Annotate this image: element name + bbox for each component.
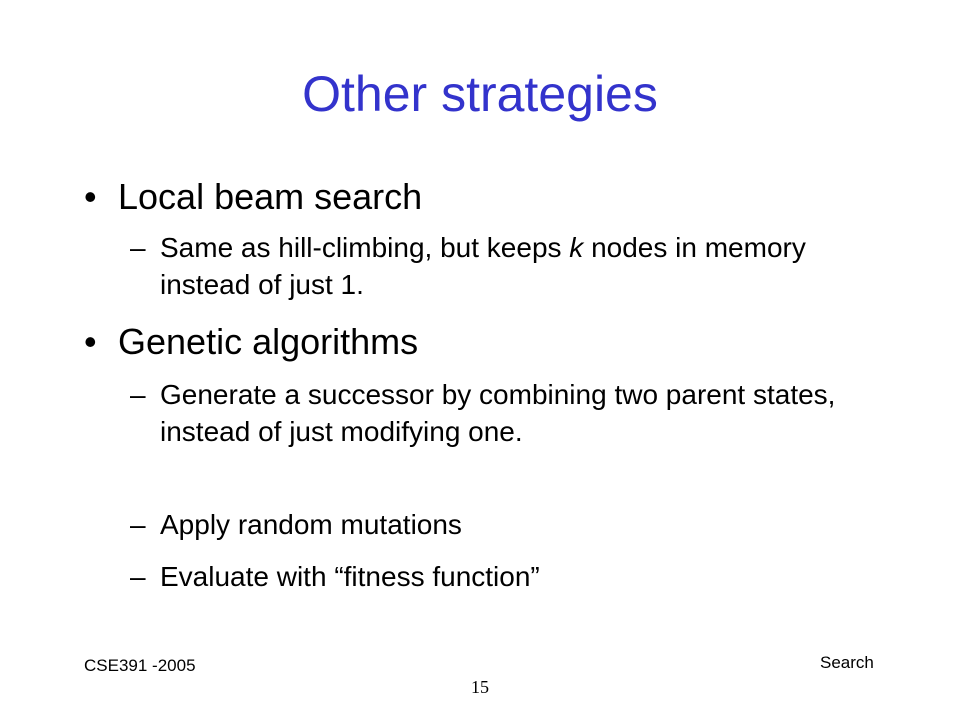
dash-icon: – (130, 379, 146, 410)
bullet-dot-icon: • (84, 176, 97, 217)
footer-topic: Search (820, 653, 874, 672)
sub-bullet-text: Same as hill-climbing, but keeps k nodes in memory instead of just 1. (160, 232, 806, 300)
bullet-label: Genetic algorithms (118, 321, 419, 362)
sub-bullet-text: Apply random mutations (160, 509, 462, 540)
sub-bullet-fitness-function (130, 558, 890, 595)
page-number: 15 (471, 677, 489, 697)
bullet-dot-icon: • (84, 321, 97, 362)
sub-bullet-generate-successor (130, 376, 890, 450)
dash-icon: – (130, 561, 146, 592)
bullet-label: Local beam search (118, 176, 423, 217)
sub-bullet-text: Generate a successor by combining two parent states, instead of just modifying one. (160, 379, 836, 447)
footer-course: CSE391 -2005 (84, 656, 196, 675)
dash-icon: – (130, 509, 146, 540)
k-variable: k (569, 232, 584, 263)
sub-bullet-text: Evaluate with “fitness function” (160, 561, 540, 592)
sub-bullet-random-mutations (130, 506, 890, 543)
dash-icon: – (130, 232, 146, 263)
slide-title: Other strategies (302, 66, 658, 122)
sub-bullet-beam-description (130, 229, 890, 303)
